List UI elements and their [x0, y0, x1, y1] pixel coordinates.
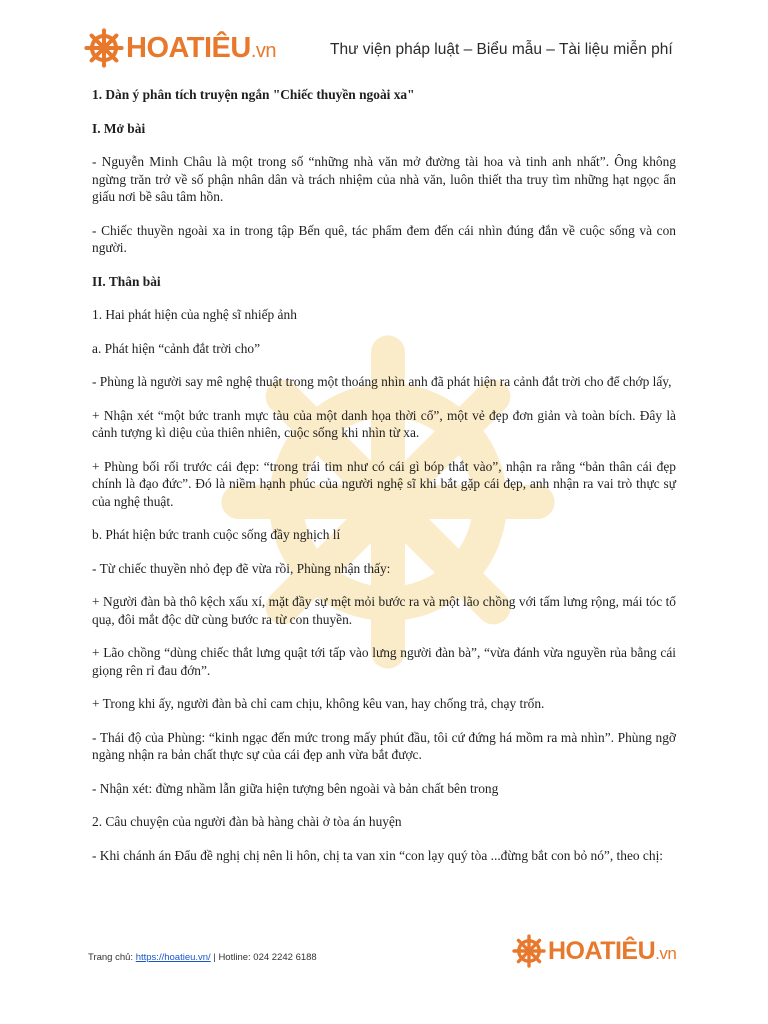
document-body — [92, 86, 676, 880]
page-footer — [88, 952, 317, 963]
paragraph: 2. Câu chuyện của người đàn bà hàng chài ở tòa án huyện — [92, 814, 402, 829]
hotline-text: | Hotline: 024 2242 6188 — [210, 952, 317, 963]
footer-logo[interactable] — [512, 934, 676, 968]
paragraph: a. Phát hiện “cảnh đắt trời cho” — [92, 340, 261, 356]
paragraph: - Chiếc thuyền ngoài xa in trong tập Bến quê, tác phẩm đem đến cái nhìn đúng đắn về cuộc sống và con người. — [92, 222, 676, 255]
ship-wheel-icon — [512, 934, 546, 968]
paragraph: - Từ chiếc thuyền nhỏ đẹp đẽ vừa rồi, Phùng nhận thấy: — [92, 560, 391, 576]
paragraph: - Nhận xét: đừng nhầm lẫn giữa hiện tượng bên ngoài và bản chất bên trong — [92, 780, 499, 796]
paragraph: - Khi chánh án Đẩu đề nghị chị nên li hôn, chị ta van xin “con lạy quý tòa ...đừng bắt con bỏ nó”, theo chị: — [92, 847, 664, 863]
footer-brand-name: HOATIÊU.vn — [548, 936, 677, 965]
paragraph: + Phùng bối rối trước cái đẹp: “trong trái tim như có cái gì bóp thắt vào”, nhận ra rằng “bản thân cái đẹp chính là đạo đức”. Đó là niềm hạnh phúc của người nghệ sĩ khi bắt gặp cái đẹp, anh nhận ra vai trò thực sự của nghệ thuật. — [92, 458, 676, 509]
paragraph: + Lão chồng “dùng chiếc thắt lưng quật tới tấp vào lưng người đàn bà”, “vừa đánh vừa nguyền rủa bằng cái giọng rên rỉ đau đớn”. — [92, 645, 676, 678]
section-heading: II. Thân bài — [92, 273, 161, 289]
hoatieu-logo[interactable] — [84, 28, 276, 68]
site-tagline: Thư viện pháp luật – Biểu mẫu – Tài liệu miễn phí — [330, 41, 673, 58]
paragraph: - Thái độ của Phùng: “kinh ngạc đến mức trong mấy phút đầu, tôi cứ đứng há mồm ra mà nhìn”. Phùng ngỡ ngàng nhận ra bản chất thực sự của cái đẹp anh vừa bắt được. — [92, 729, 676, 762]
paragraph: + Người đàn bà thô kệch xấu xí, mặt đầy sự mệt mỏi bước ra và một lão chồng với tấm lưng rộng, mái tóc tổ quạ, đôi mắt độc dữ cùng bước ra từ con thuyền. — [92, 594, 676, 627]
paragraph: - Nguyễn Minh Châu là một trong số “những nhà văn mở đường tài hoa và tinh anh nhất”. Ông không ngừng trăn trở về số phận nhân dân và trách nhiệm của nhà văn, luôn thiết tha truy tìm những hạt ngọc ẩn giấu nơi bề sâu tâm hồn. — [92, 154, 676, 204]
brand-name: HOATIÊU.vn — [126, 31, 277, 64]
home-link[interactable]: https://hoatieu.vn/ — [135, 952, 211, 963]
section-heading: I. Mở bài — [92, 120, 146, 136]
section-heading: 1. Dàn ý phân tích truyện ngắn "Chiếc thuyền ngoài xa" — [92, 87, 415, 102]
page-header — [84, 28, 684, 72]
ship-wheel-icon — [84, 28, 124, 68]
paragraph: b. Phát hiện bức tranh cuộc sống đầy nghịch lí — [92, 527, 341, 542]
paragraph: + Trong khi ấy, người đàn bà chỉ cam chịu, không kêu van, hay chống trả, chạy trốn. — [92, 696, 545, 711]
paragraph: - Phùng là người say mê nghệ thuật trong một thoáng nhìn anh đã phát hiện ra cảnh đắt trời cho để chớp lấy, — [92, 374, 672, 389]
paragraph: + Nhận xét “một bức tranh mực tàu của một danh họa thời cổ”, một vẻ đẹp đơn giản và toàn bích. Đây là cảnh tượng kì diệu của thiên nhiên, cuộc sống khi nhìn từ xa. — [92, 407, 676, 440]
home-label: Trang chủ: — [88, 952, 136, 963]
paragraph: 1. Hai phát hiện của nghệ sĩ nhiếp ảnh — [92, 307, 297, 322]
